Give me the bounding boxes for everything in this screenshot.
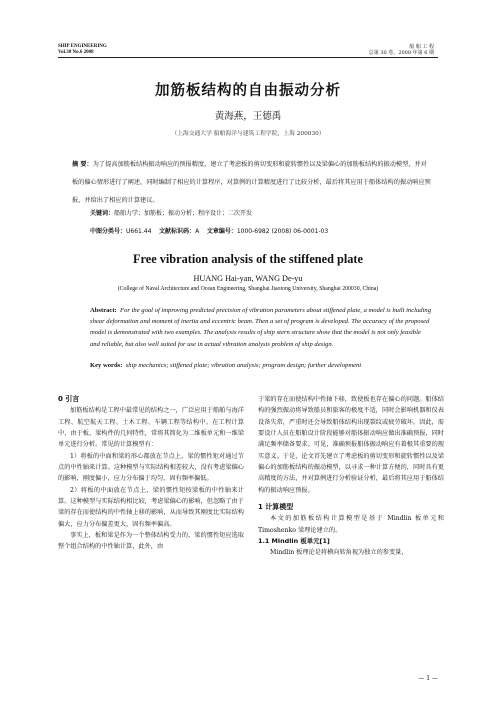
body-paragraph: Mindlin 板理论是将横向转角视为独立的参变量，: [270, 549, 408, 557]
abstract-zh-text: 为了提高加筋板结构振动响应的预报精度，建立了考虑板的剪切变形和旋转惯性以及梁偏心的加筋板结构的振动模型，并对板的偏心情形进行了阐述，同时编制了相应的计算程序，对算例的计算精度进行了比较分析，最后将其应用于船体结构的振动响应预报，并给出了相应的计算建议。: [72, 161, 431, 204]
abstract-zh: [72, 156, 432, 210]
journal-name-zh: 船 舶 工 程: [409, 44, 434, 50]
body-paragraph: 于梁的存在而使结构中性轴下移，致使板也存在偏心的问题。船体结构的强烈振动将导致船员和旅客的极度不适，同时会影响机器和仪表设备失常，严重时还会导致船体结构出现裂纹或疲劳破坏。因此，需要设计人员在船舶设计阶段能够对船体振动响应做出准确预报，同时满足频率储备要求。可见，准确预报船体振动响应有着极其重要的现实意义。于是，论文首先建立了考虑板的剪切变形和旋转惯性以及梁偏心的加筋板结构的振动模型，以寻求一种计算方便的，同时具有更高精度的方法，并对算例进行分析验证分析，最后将其应用于船体结构的振动响应预报。: [258, 396, 444, 494]
journal-header-left: [58, 44, 107, 56]
journal-header-right: [369, 44, 434, 56]
journal-volume-zh: 总第 30 卷，2008 年第 6 期: [368, 50, 434, 56]
keywords-en-label: Key words:: [90, 362, 123, 369]
body-column-right: [258, 394, 444, 559]
body-column-left: [58, 394, 244, 553]
authors-en: HUANG Hai-yan, WANG De-yu: [193, 274, 303, 283]
body-paragraph: 事实上，板和梁是作为一个整体结构受力的，梁的惯性矩应选取整个组合结构的中性轴计算，此外，由: [58, 532, 244, 551]
body-paragraph: 1）将板的中面和梁的形心都放在节点上，梁的惯性矩对通过节点的中性轴来计算。这种模型与实际结构相差较大，没有考虑梁偏心的影响，刚度偏小，应力分布偏于均匀，固有频率偏低。: [58, 452, 244, 483]
doc-code-value: A: [195, 228, 200, 235]
clc-label: 中图分类号：: [90, 228, 127, 235]
journal-volume-en: Vol.30 No.6 2008: [58, 50, 94, 55]
article-no-value: 1000-6982 (2008) 06-0001-03: [236, 228, 329, 235]
body-paragraph: 本文的加筋板结构计算模型是基于 Mindlin 板单元和 Timoshenko 梁理论建立的。: [258, 515, 444, 534]
body-paragraph: 加筋板结构是工程中最常见的结构之一，广泛应用于船舶与海洋工程、航空航天工程、土木工程、车辆工程等结构中。在工程计算中，由于板、梁构件的几何特性，常将其简化为二维板单元和一维梁单元进行分析。常见的计算模型有：: [58, 407, 244, 449]
section-heading-model: 1 计算模型: [258, 503, 294, 512]
affiliation-en: (College of Naval Architecture and Ocean Engineering, Shanghai Jiaotong University, Shanghai 200030, China): [117, 286, 379, 292]
authors-zh: 黄海燕，王德禹: [214, 111, 282, 122]
classification-line: [90, 226, 328, 235]
subsection-heading-mindlin: 1.1 Mindlin 板单元[1]: [258, 537, 330, 546]
body-paragraph: 2）将板的中面放在节点上，梁的惯性矩按梁板的中性轴来计算。这种模型与实际结构相比较，考虑梁偏心的影响，但忽略了由于梁的存在而使结构的中性轴上移的影响，从而导致其刚度比实际结构偏大，应力分布偏差更大，固有频率偏高。: [58, 486, 244, 528]
journal-name-en: SHIP ENGINEERING: [58, 44, 107, 49]
doc-code-label: 文献标识码：: [159, 228, 196, 235]
keywords-en: [90, 362, 432, 369]
abstract-en-label: Abstract:: [90, 307, 117, 314]
clc-value: U661.44: [126, 228, 152, 235]
page-title-en: Free vibration analysis of the stiffened plate: [133, 252, 363, 266]
affiliation-zh: （上海交通大学 船舶海洋与建筑工程学院，上海 200030）: [171, 131, 325, 137]
header-rule: [58, 57, 438, 58]
section-heading-intro: 0 引言: [58, 395, 80, 403]
keywords-zh-text: 船舶力学；加筋板；振动分析；程序设计；二次开发: [114, 210, 253, 217]
abstract-en: [90, 305, 432, 350]
page-number: — 1 —: [418, 675, 438, 682]
abstract-zh-label: 摘 要：: [72, 161, 93, 168]
article-no-label: 文章编号：: [206, 228, 237, 235]
keywords-zh: [90, 208, 252, 217]
page-title-zh: 加筋板结构的自由振动分析: [155, 83, 341, 99]
keywords-en-text: ship mechanics; stiffened plate; vibration analysis; program design; further development: [125, 362, 362, 369]
keywords-zh-label: 关键词：: [90, 210, 115, 217]
abstract-en-text: For the goal of improving predicted precision of vibration parameters about stiffened plate, a model is built including shear deformation and moment of inertia and eccentric beam. Then a set of program is developed. The accuracy of the proposed model is demonstrated with two examples. The analysis results of ship stern structure show that the model is not only feasible and reliable, but also well suited for use in actual vibration analysis problem of ship design.: [90, 307, 432, 348]
